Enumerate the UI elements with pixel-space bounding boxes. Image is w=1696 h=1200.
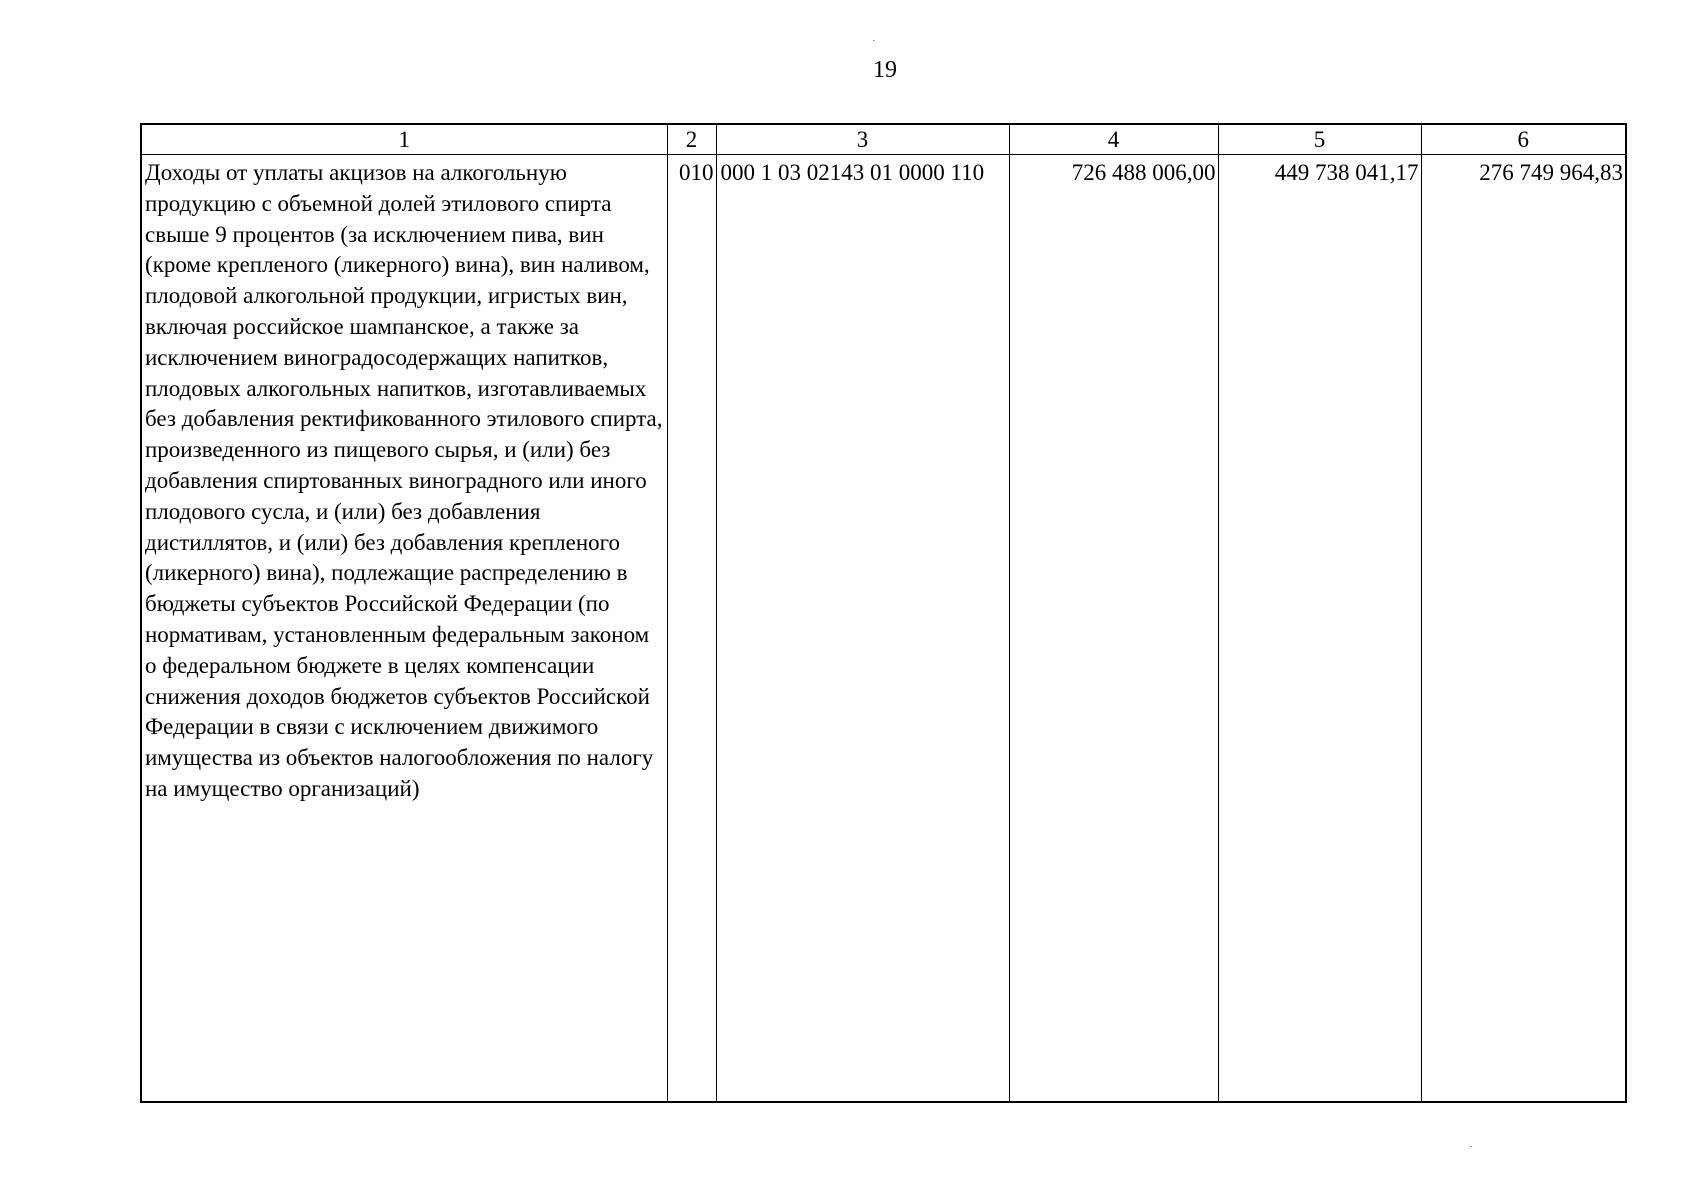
admin-code: 010 — [667, 155, 716, 1103]
budget-classification-code: 000 1 03 02143 01 0000 110 — [716, 155, 1009, 1103]
revenue-table — [140, 123, 1627, 1103]
header-col-3: 3 — [716, 124, 1009, 155]
page-number: 19 — [873, 57, 897, 83]
revenue-description: Доходы от уплаты акцизов на алкогольную продукцию с объемной долей этилового спирта свыше 9 процентов (за исключением пива, вин (кроме крепленого (ликерного) вина), вин наливом, плодовой алкогольной продукции, игристых вин, включая российское шампанское, а также за исключением виноградосодержащих напитков, плодовых алкогольных напитков, изготавливаемых без добавления ректификованного этилового спирта, произведенного из пищевого сырья, и (или) без добавления спиртованных виноградного или иного плодового сусла, и (или) без добавления дистиллятов, и (или) без добавления крепленого (ликерного) вина), подлежащие распределению в бюджеты субъектов Российской Федерации (по нормативам, установленным федеральным законом о федеральном бюджете в целях компенсации снижения доходов бюджетов субъектов Российской Федерации в связи с исключением движимого имущества из объектов налогообложения по налогу на имущество организаций) — [141, 155, 667, 1103]
amount-col-6: 276 749 964,83 — [1421, 155, 1626, 1103]
header-col-6: 6 — [1421, 124, 1626, 155]
header-col-1: 1 — [141, 124, 667, 155]
header-col-4: 4 — [1009, 124, 1218, 155]
header-col-5: 5 — [1218, 124, 1421, 155]
header-row — [141, 124, 1626, 155]
scan-speck — [873, 40, 875, 41]
header-col-2: 2 — [667, 124, 716, 155]
amount-col-4: 726 488 006,00 — [1009, 155, 1218, 1103]
table-row — [141, 155, 1626, 1103]
scan-speck — [1470, 1146, 1472, 1147]
amount-col-5: 449 738 041,17 — [1218, 155, 1421, 1103]
